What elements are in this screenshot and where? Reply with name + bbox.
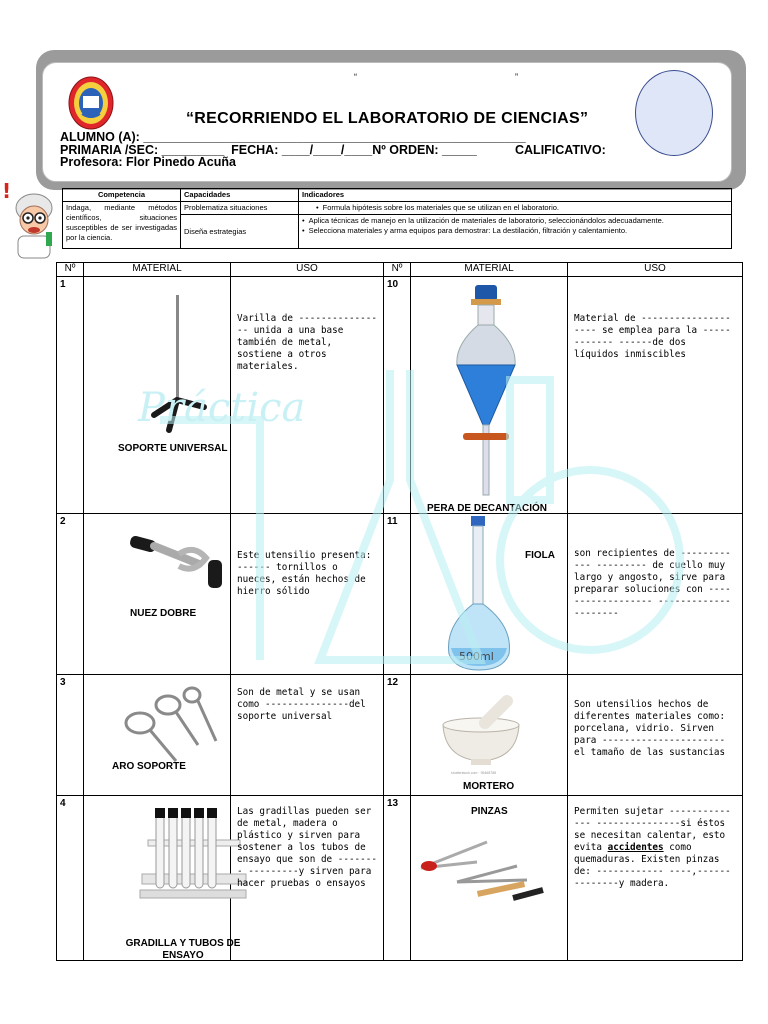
row-num: 10 (384, 277, 411, 514)
col-uso-left: USO (231, 263, 384, 277)
row-num: 11 (384, 514, 411, 675)
teacher-line: Profesora: Flor Pinedo Acuña (60, 155, 236, 169)
row-num: 1 (57, 277, 84, 514)
material-label: FIOLA (525, 550, 555, 561)
material-label: MORTERO (463, 781, 515, 792)
material-label: PERA DE DECANTACIÓN (427, 503, 548, 514)
uso-text: Son utensilios hechos de diferentes materiales como: porcelana, vidrio. Sirven para ----------------------el tamaño de las sustancias (568, 675, 743, 796)
col-material-left: MATERIAL (84, 263, 231, 277)
svg-text:!: ! (2, 180, 12, 203)
competencia-text: Indaga, mediante métodos científicos, situaciones susceptibles de ser investigadas por la ciencia. (63, 202, 181, 249)
row-num: 2 (57, 514, 84, 675)
capacidad-1: Problematiza situaciones (181, 202, 299, 215)
grade-circle (635, 70, 713, 156)
competency-table (62, 188, 732, 249)
material-label: PINZAS (471, 806, 508, 817)
watermark-text: Práctica (138, 385, 306, 431)
school-logo (68, 76, 114, 130)
highlighted-word: accidentes (607, 842, 664, 853)
material-label: GRADILLA Y TUBOS DE ENSAYO (125, 938, 241, 961)
indicador-3: • Selecciona materiales y arma equipos para demostrar: La destilación, filtración y calentamiento. (302, 226, 728, 236)
scientist-mascot-icon (0, 180, 66, 260)
page-title: “RECORRIENDO EL LABORATORIO DE CIENCIAS” (186, 110, 589, 127)
material-cell (411, 796, 568, 961)
material-label: NUEZ DOBRE (130, 608, 197, 619)
uso-text: Varilla de ---------------- unida a una base también de metal, sostiene a otros materiales. (231, 277, 384, 514)
school-info-line: PRIMARIA /SEC: _________ FECHA: ____/____/____Nº ORDEN: _____ CALIFICATIVO: (60, 143, 606, 157)
header-capacidades: Capacidades (181, 189, 299, 202)
row-num: 13 (384, 796, 411, 961)
uso-text: Material de -------------------- se emplea para la ------------ ------de dos líquidos inmiscibles (568, 277, 743, 514)
header-competencia: Competencia (63, 189, 181, 202)
col-num-left: Nº (57, 263, 84, 277)
material-label: SOPORTE UNIVERSAL (118, 443, 228, 454)
col-material-right: MATERIAL (411, 263, 568, 277)
uso-text: Permiten sujetar -------------- ---------------si éstos se necesitan calentar, esto evita accidentes como quemaduras. Existen pinzas de: ------------ ----,--------------y madera. (568, 796, 743, 961)
col-num-right: Nº (384, 263, 411, 277)
material-cell (84, 796, 241, 961)
header-indicadores: Indicadores (299, 189, 732, 202)
uso-text: Son de metal y se usan como ---------------del soporte universal (231, 675, 384, 796)
row-num: 12 (384, 675, 411, 796)
row-num: 3 (57, 675, 84, 796)
table-row (57, 796, 743, 961)
image-credit: shutterstock.com · 95468788 (451, 771, 497, 775)
tongs-icon (417, 832, 547, 912)
capacidad-2: Diseña estrategias (181, 215, 299, 249)
row-num: 4 (57, 796, 84, 961)
uso-text: Este utensilio presenta: ------ tornillos o nueces, están hechos de hierro sólido (231, 514, 384, 675)
material-label: ARO SOPORTE (112, 761, 186, 772)
header-quotes: “ ” (354, 72, 518, 82)
indicador-2: • Aplica técnicas de manejo en la utilización de materiales de laboratorio, seleccionándolos adecuadamente. (302, 216, 728, 226)
indicador-list (299, 215, 732, 249)
flask-capacity-label: 500ml (459, 650, 494, 663)
uso-text: Las gradillas pueden ser de metal, madera o plástico y sirven para sostener a los tubos de ensayo que son de -------- ---------y sirven para hacer pruebas o ensayos (231, 796, 384, 961)
indicador-1: • Formula hipótesis sobre los materiales que se utilizan en el laboratorio. (299, 202, 732, 215)
col-uso-right: USO (568, 263, 743, 277)
student-name-line: ALUMNO (A): _______________________________________________________ (60, 130, 526, 144)
uso-text: son recipientes de ------------ --------- de cuello muy largo y angosto, sirve para preparar soluciones con ------------------ --------------------- (568, 514, 743, 675)
